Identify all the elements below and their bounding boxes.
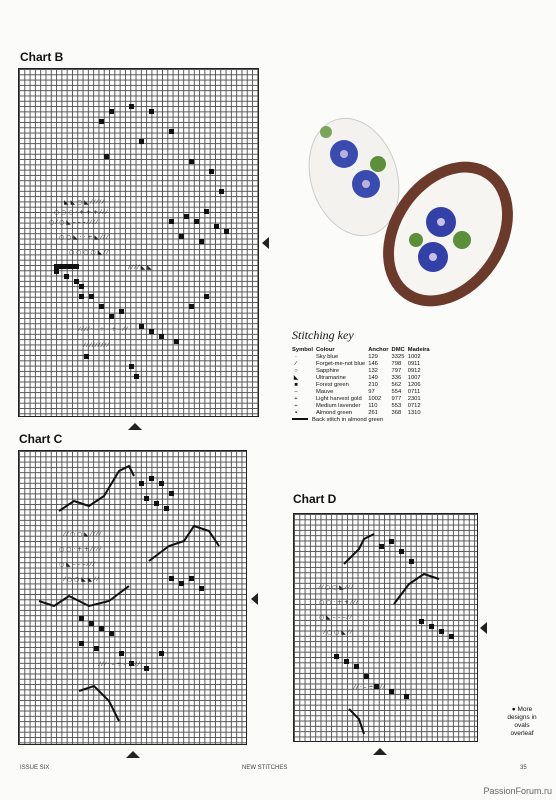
key-symbol: ○ <box>294 368 298 374</box>
key-symbol: ▪ <box>294 410 298 416</box>
key-dmc: 336 <box>391 375 402 381</box>
chart-c-center-marker-side <box>251 593 258 605</box>
key-dmc: 553 <box>391 403 402 409</box>
key-anchor: 146 <box>368 361 378 367</box>
chart-b-center-marker-bottom <box>128 423 142 430</box>
chart-c-title: Chart C <box>19 432 63 446</box>
key-madeira: 0912 <box>407 368 421 374</box>
svg-text:○ ⁄ ○ ◣ – – – ⁄ ⁄ ⁄ ⁄: ○ ⁄ ○ ◣ – – – ⁄ ⁄ ⁄ ⁄ <box>49 219 98 226</box>
footer-issue: ISSUE SIX <box>20 765 50 771</box>
svg-text:⁄ ⁄ ⁄ · – ÷ – ÷ ⁄ ⁄: ⁄ ⁄ ⁄ · – ÷ – ÷ ⁄ ⁄ <box>99 661 140 668</box>
key-row <box>292 382 433 389</box>
stitching-key <box>292 328 492 424</box>
key-row <box>292 375 433 382</box>
svg-text:⁄ ⁄ ⁄ ⁄ · – ÷ – ÷ – ⁄ ⁄: ⁄ ⁄ ⁄ ⁄ · – ÷ – ÷ – ⁄ ⁄ <box>79 326 127 333</box>
key-colour: Ultramarine <box>315 375 346 381</box>
svg-text:○ ○ ○ · + + + ⁄ ⁄ ⁄: ○ ○ ○ · + + + ⁄ ⁄ ⁄ <box>54 209 107 216</box>
key-dmc: 562 <box>391 382 402 388</box>
svg-text:○ ○ · + + ⁄ ⁄ ⁄: ○ ○ · + + ⁄ ⁄ ⁄ <box>319 599 358 606</box>
stitching-key-title: Stitching key <box>292 328 354 342</box>
footer-magazine: NEW STITCHES <box>242 765 288 771</box>
bullet-icon: ● <box>511 706 516 713</box>
key-anchor: 261 <box>368 410 378 416</box>
key-symbol: ⁄ <box>295 361 297 367</box>
key-anchor: 210 <box>368 382 378 388</box>
key-colour: Medium lavender <box>315 403 361 409</box>
key-row <box>292 410 433 417</box>
key-madeira: 0911 <box>407 361 421 367</box>
chart-c-grid <box>18 450 247 745</box>
note-line: ovals <box>514 722 530 729</box>
key-header-madeira: Madeira <box>407 347 430 353</box>
key-backstitch-row <box>292 417 433 424</box>
footer-page-number: 35 <box>520 765 527 771</box>
chart-d-grid <box>293 513 478 742</box>
svg-text:○ ○ ○ ○ ◣ ⁄ ⁄: ○ ○ ○ ○ ◣ ⁄ ⁄ <box>69 249 109 256</box>
svg-text:○ ○ ◣ · · + ◣ ⁄ ⁄ ⁄: ○ ○ ◣ · · + ◣ ⁄ ⁄ ⁄ <box>59 234 108 241</box>
key-anchor: 1002 <box>368 396 382 402</box>
key-symbol: · <box>295 354 297 360</box>
key-symbol: + <box>294 396 298 402</box>
key-dmc: 368 <box>391 410 402 416</box>
svg-text:⁄ ○ ○ ◣ ⁄ ⁄: ⁄ ○ ○ ◣ ⁄ ⁄ <box>324 629 352 636</box>
key-colour: Forget-me-not blue <box>315 361 366 367</box>
key-header-row <box>292 347 433 354</box>
key-anchor: 129 <box>368 354 378 360</box>
note-line: More <box>517 706 533 713</box>
key-anchor: 110 <box>368 403 378 409</box>
svg-text:⁄ ⁄ ○ ○ ◣ ⁄ ⁄ ⁄ ⁄: ⁄ ⁄ ○ ○ ◣ ⁄ ⁄ ⁄ ⁄ <box>64 531 101 538</box>
key-header-anchor: Anchor <box>368 347 389 353</box>
svg-text:⁄ ⁄ ⁄ ⁄ ⁄ ⁄ ⁄ ⁄ ⁄: ⁄ ⁄ ⁄ ⁄ ⁄ ⁄ ⁄ ⁄ ⁄ <box>84 342 109 349</box>
key-symbol: ÷ <box>294 403 298 409</box>
key-dmc: 3325 <box>391 354 405 360</box>
backstitch-line-icon <box>292 418 308 420</box>
key-row <box>292 368 433 375</box>
chart-d-pattern <box>294 514 477 741</box>
key-header-dmc: DMC <box>391 347 405 353</box>
svg-text:⁄ ⁄ ⁄ ⁄ ◣ ◣: ⁄ ⁄ ⁄ ⁄ ◣ ◣ <box>129 264 152 271</box>
key-dmc: 798 <box>391 361 402 367</box>
chart-d-center-marker-side <box>480 622 487 634</box>
note-line: overleaf <box>510 730 534 737</box>
key-anchor: 132 <box>368 368 378 374</box>
watermark: PassionForum.ru <box>483 786 552 796</box>
chart-b-grid <box>18 68 259 417</box>
key-colour: Light harvest gold <box>315 396 362 402</box>
key-madeira: 1007 <box>407 375 421 381</box>
photo-illustration <box>286 82 534 320</box>
key-symbol: ◣ <box>293 375 299 381</box>
overleaf-note <box>497 706 547 738</box>
key-madeira: 1206 <box>407 382 421 388</box>
key-row <box>292 396 433 403</box>
key-dmc: 554 <box>391 389 402 395</box>
key-anchor: 97 <box>368 389 375 395</box>
note-line: designs in <box>507 714 537 721</box>
stitching-key-table <box>292 347 433 424</box>
key-anchor: 149 <box>368 375 378 381</box>
svg-text:○ ○ · + + ⁄ ⁄ ⁄ ⁄: ○ ○ · + + ⁄ ⁄ ⁄ ⁄ <box>59 546 101 553</box>
key-colour: Sky blue <box>315 354 339 360</box>
key-header-colour: Colour <box>315 347 335 353</box>
key-colour: Almond green <box>315 410 353 416</box>
key-madeira: 0712 <box>407 403 421 409</box>
key-dmc: 977 <box>391 396 402 402</box>
svg-text:◣ ◣ ○ ◣ ⁄ ⁄ ⁄ ⁄ ⁄: ◣ ◣ ○ ◣ ⁄ ⁄ ⁄ ⁄ ⁄ <box>64 199 104 206</box>
svg-text:⁄ ○ ○ ◣ ◣ ⁄ ⁄: ⁄ ○ ○ ◣ ◣ ⁄ ⁄ <box>64 576 99 583</box>
key-madeira: 2301 <box>407 396 421 402</box>
key-row <box>292 389 433 396</box>
key-row <box>292 354 433 361</box>
key-colour: Forest green <box>315 382 349 388</box>
chart-b-pattern <box>19 69 258 416</box>
key-dmc: 797 <box>391 368 402 374</box>
key-symbol: – <box>294 389 298 395</box>
svg-text:○ ◣ – – – ⁄ ⁄: ○ ◣ – – – ⁄ ⁄ <box>319 614 352 621</box>
key-header-symbol: Symbol <box>292 347 313 353</box>
svg-text:⁄ ⁄ ○ ○ ◣ ⁄ ⁄ ⁄: ⁄ ⁄ ○ ○ ◣ ⁄ ⁄ ⁄ <box>319 584 353 591</box>
key-symbol: ■ <box>294 382 298 388</box>
svg-text:○ ◣ – – – ⁄ ⁄ ⁄: ○ ◣ – – – ⁄ ⁄ ⁄ <box>59 561 95 568</box>
key-madeira: 1310 <box>407 410 421 416</box>
stitched-ovals-photo <box>286 82 534 320</box>
backstitch-label: Back stitch in almond green <box>312 417 384 423</box>
key-madeira: 1002 <box>407 354 421 360</box>
chart-b-title: Chart B <box>20 50 64 64</box>
chart-b-center-marker-side <box>262 237 269 249</box>
key-row <box>292 361 433 368</box>
chart-d-center-marker-bottom <box>373 748 387 755</box>
chart-c-pattern <box>19 451 246 744</box>
chart-d-title: Chart D <box>293 492 337 506</box>
key-madeira: 0711 <box>407 389 421 395</box>
key-colour: Sapphire <box>315 368 340 374</box>
key-row <box>292 403 433 410</box>
key-colour: Mauve <box>315 389 334 395</box>
svg-text:⁄ ⁄ · – ÷ – ⁄ ⁄: ⁄ ⁄ · – ÷ – ⁄ ⁄ <box>354 684 385 691</box>
chart-c-center-marker-bottom <box>126 751 140 758</box>
